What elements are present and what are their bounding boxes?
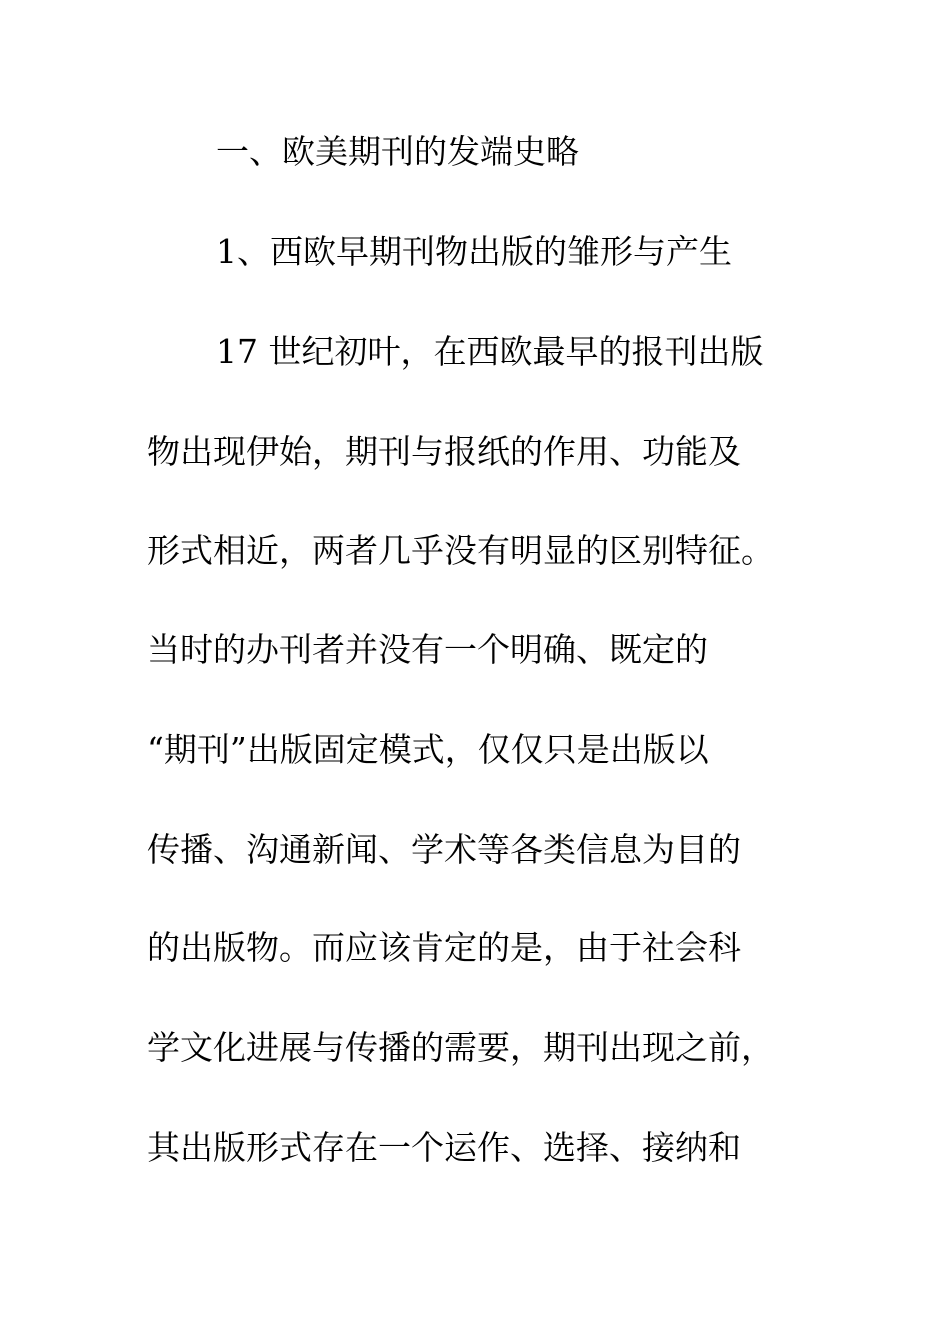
paragraph-line: 形式相近，两者几乎没有明显的区别特征。 <box>147 531 774 570</box>
paragraph-line: 物出现伊始，期刊与报纸的作用、功能及 <box>147 432 741 471</box>
paragraph-line: 的出版物。而应该肯定的是，由于社会科 <box>147 928 741 967</box>
paragraph-line: 当时的办刊者并没有一个明确、既定的 <box>147 630 708 669</box>
paragraph-line: 学文化进展与传播的需要，期刊出现之前， <box>147 1028 774 1067</box>
paragraph-line: “期刊”出版固定模式，仅仅只是出版以 <box>147 730 709 769</box>
paragraph-line: 17 世纪初叶，在西欧最早的报刊出版 <box>216 332 764 371</box>
section-heading: 一、欧美期刊的发端史略 <box>216 132 579 171</box>
paragraph-line: 传播、沟通新闻、学术等各类信息为目的 <box>147 830 741 869</box>
subsection-heading: 1、西欧早期刊物出版的雏形与产生 <box>216 232 732 271</box>
paragraph-line: 其出版形式存在一个运作、选择、接纳和 <box>147 1128 741 1167</box>
